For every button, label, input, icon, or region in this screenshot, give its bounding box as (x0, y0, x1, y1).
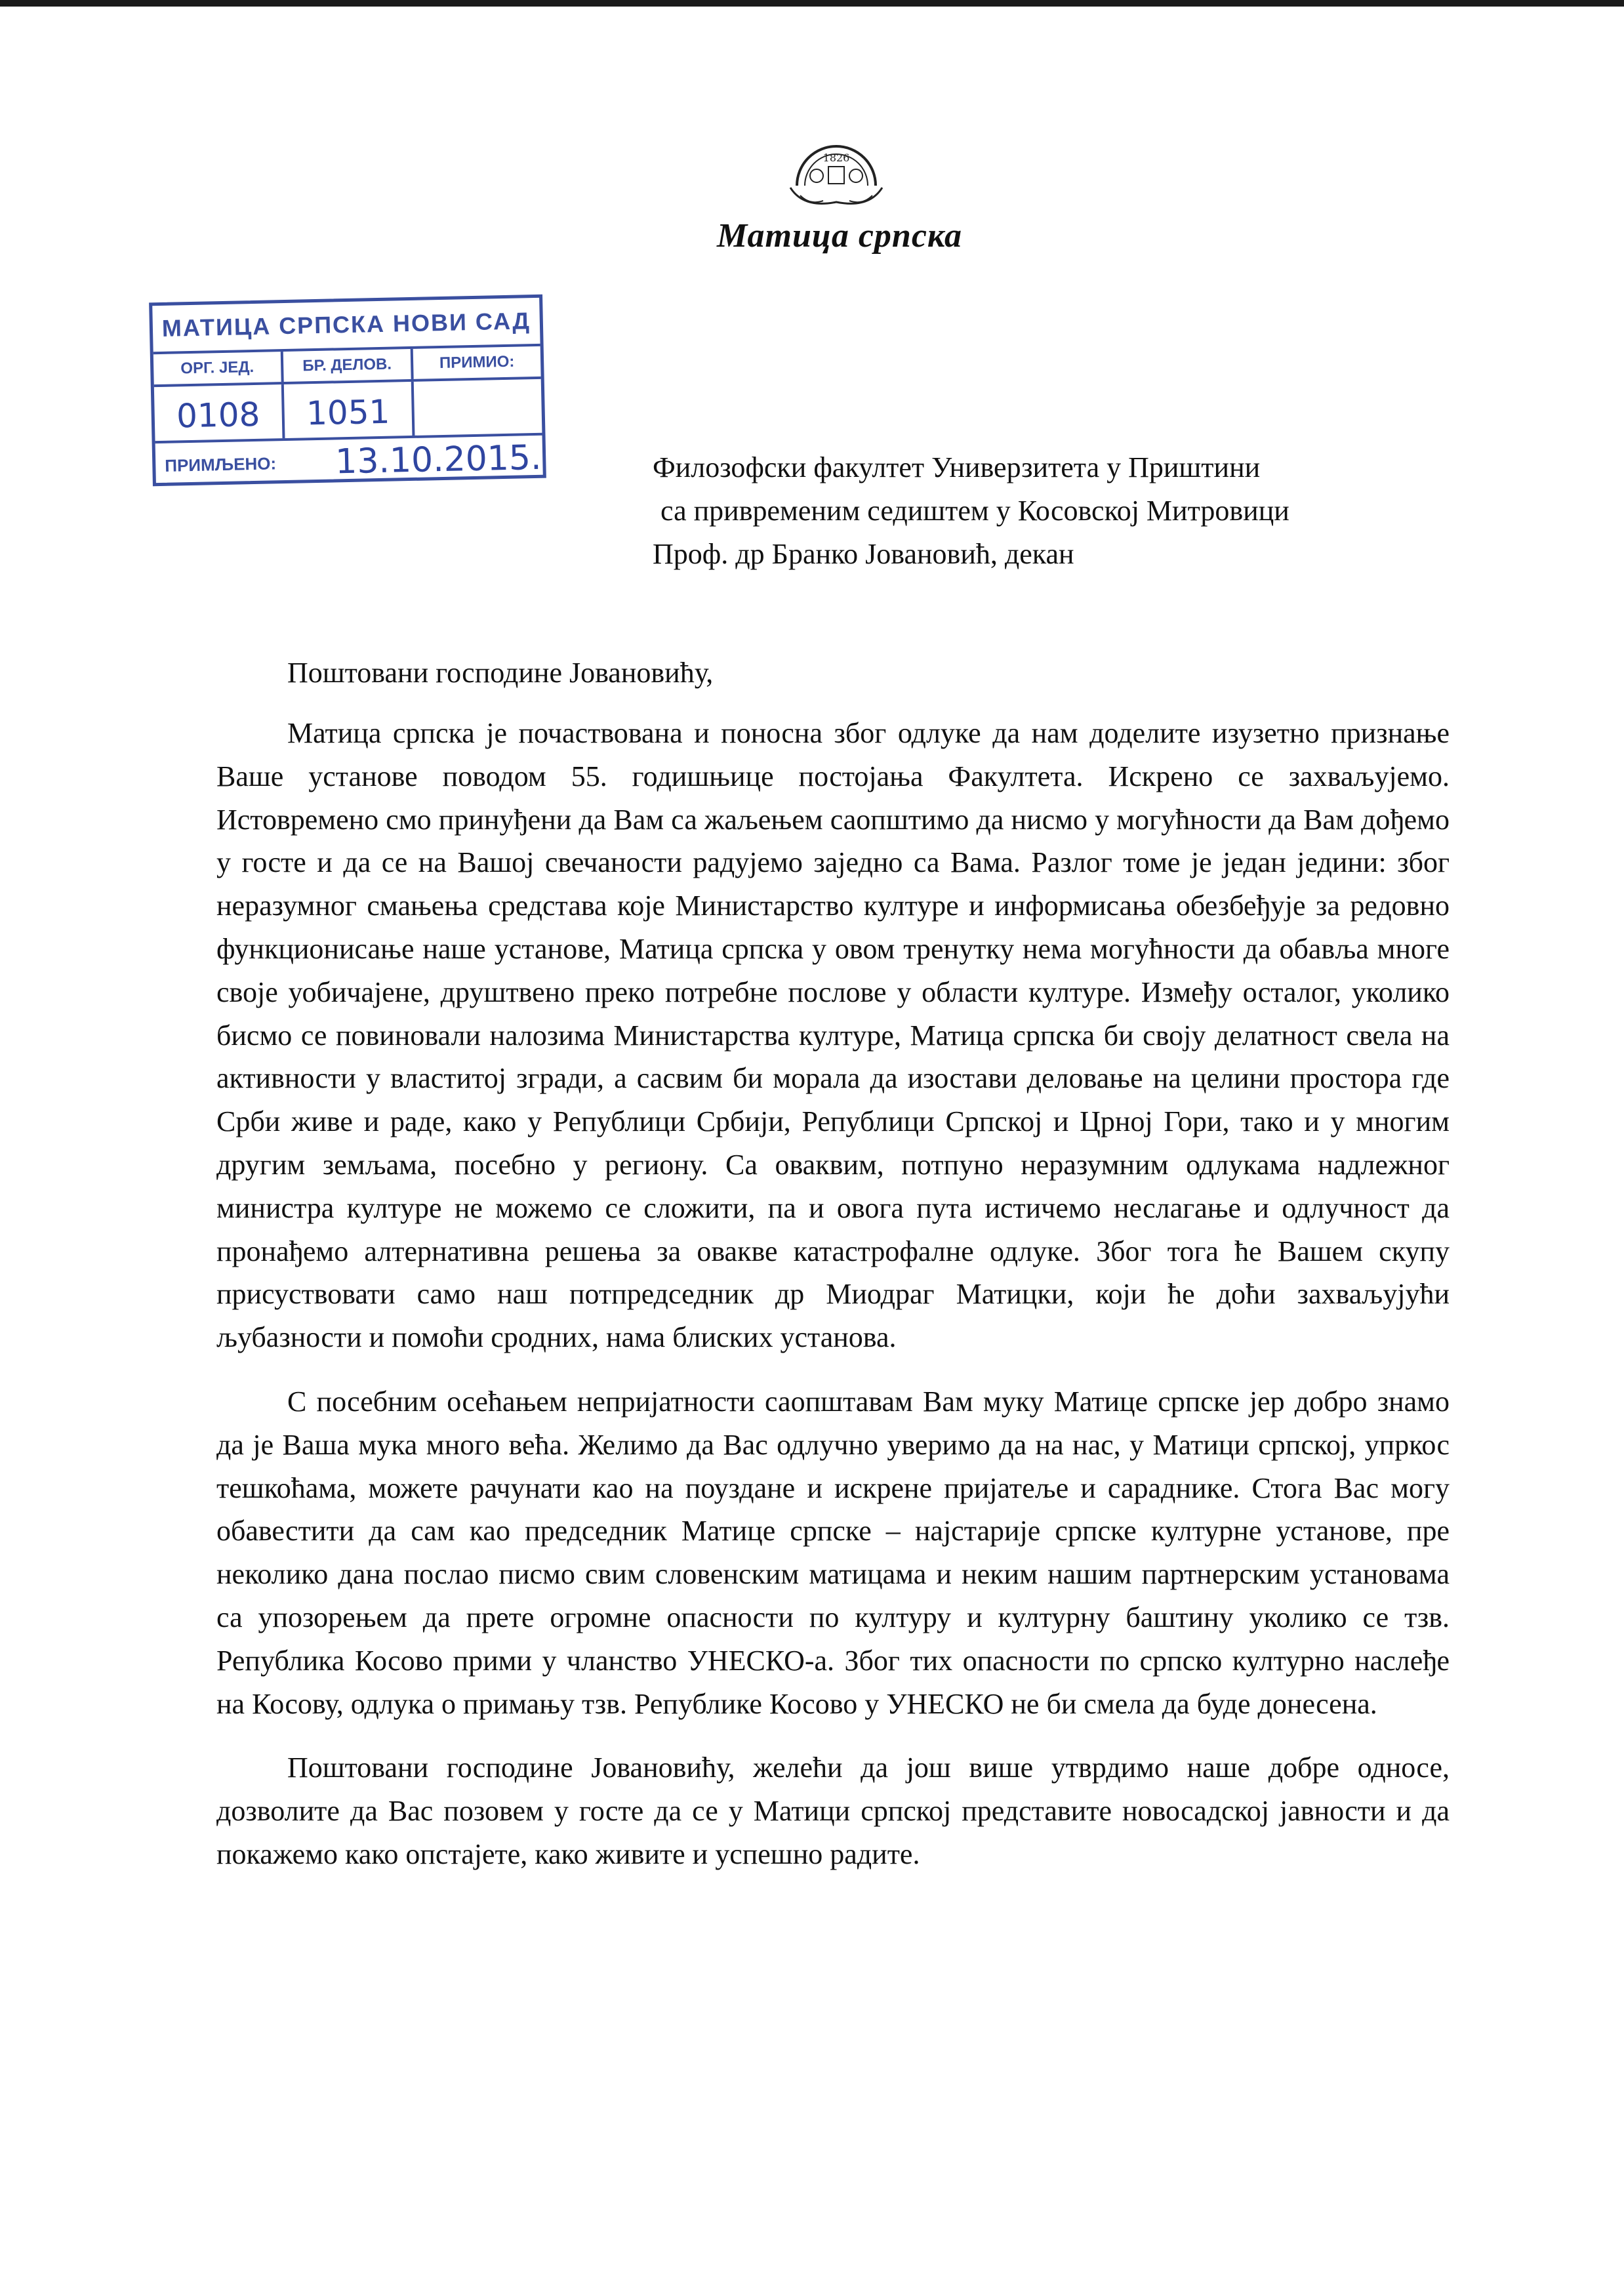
svg-text:1826: 1826 (822, 152, 850, 164)
letter-body (216, 712, 1450, 1897)
stamp-title: МАТИЦА СРПСКА НОВИ САД (152, 298, 540, 354)
paragraph: Поштовани господине Јовановићу, желећи да још више утврдимо наше добре односе, дозволите да Вас позовем у госте да се у Матици српској представите новосадској јавности и да покажемо како опстајете, како живите и успешно радите. (216, 1751, 1450, 1870)
salutation: Поштовани господине Јовановићу, (287, 657, 714, 689)
stamp-org-unit-value: 0108 (154, 384, 285, 441)
address-line-2: са привременим седиштем у Косовској Митровици (660, 495, 1289, 527)
paragraph: С посебним осећањем непријатности саопштавам Вам муку Матице српске јер добро знамо да је Ваша мука много већа. Желимо да Вас одлучно уверимо да на нас, у Матици српској, упркос тешкоћама, можете рачунати као на поуздане и искрене пријатеље и сараднике. Стога Вас могу обавестити да сам као председник Матице српске – најстарије српске културне установе, пре неколико дана послао писмо свим словенским матицама и неким нашим партнерским установама са упозорењем да прете огромне опасности по културу и културну баштину уколико се тзв. Република Косово прими у чланство УНЕСКО-а. Због тих опасности по српско културно наслеђе на Косову, одлука о примању тзв. Републике Косово у УНЕСКО не би смела да буде донесена. (216, 1385, 1450, 1720)
address-line-1: Филозофски факултет Универзитета у Приштини (653, 451, 1261, 483)
registry-stamp (149, 295, 546, 487)
stamp-received-label: ПРИМЉЕНО: (165, 453, 277, 476)
stamp-col1-label: ОРГ. ЈЕД. (153, 352, 284, 384)
stamp-received-date: 13.10.2015. (335, 438, 542, 482)
organization-name: Матица српска (717, 217, 962, 255)
recipient-address (653, 446, 1289, 576)
scan-top-edge (0, 0, 1624, 7)
stamp-col3-label: ПРИМИО: (439, 352, 515, 373)
paragraph: Матица српска је почаствована и поносна због одлуке да нам доделите изузетно признање Ваше установе поводом 55. годишњице постојања Факултета. Искрено се захваљујемо. Истовремено смо принуђени да Вам са жаљењем саопштимо да нисмо у могућности да Вам дођемо у госте и да се на Вашој свечаности радујемо заједно са Вама. Разлог томе је један једини: због неразумног смањења средстава које Министарство културе и информисања обезбеђује за редовно функционисање наше установе, Матица српска у овом тренутку нема могућности да обавља многе своје уобичајене, друштвено преко потребне послове у области културе. Између осталог, уколико бисмо се повиновали налозима Министарства културе, Матица српска би своју делатност свела на активности у властитој згради, а сасвим би морала да изостави деловање на целини простора где Срби живе и раде, како у Републици Србији, Републици Српској и Црној Гори, тако и у многим другим земљама, посебно у региону. Са оваквим, потпуно неразумним одлукама надлежног министра културе не можемо се сложити, па и овога пута истичемо неслагање и одлучност да пронађемо алтернативна решења за овакве катастрофалне одлуке. Због тога ће Вашем скупу присуствовати само наш потпредседник др Миодраг Матицки, који ће доћи захваљујући љубазности и помоћи сродних, нама блиских установа. (216, 717, 1450, 1354)
address-line-3: Проф. др Бранко Јовановић, декан (653, 538, 1074, 570)
stamp-received-by-value (414, 379, 542, 436)
stamp-file-number-value: 1051 (284, 382, 415, 438)
matica-srpska-seal-icon (771, 123, 902, 222)
stamp-col2-label: БР. ДЕЛОВ. (283, 349, 414, 382)
